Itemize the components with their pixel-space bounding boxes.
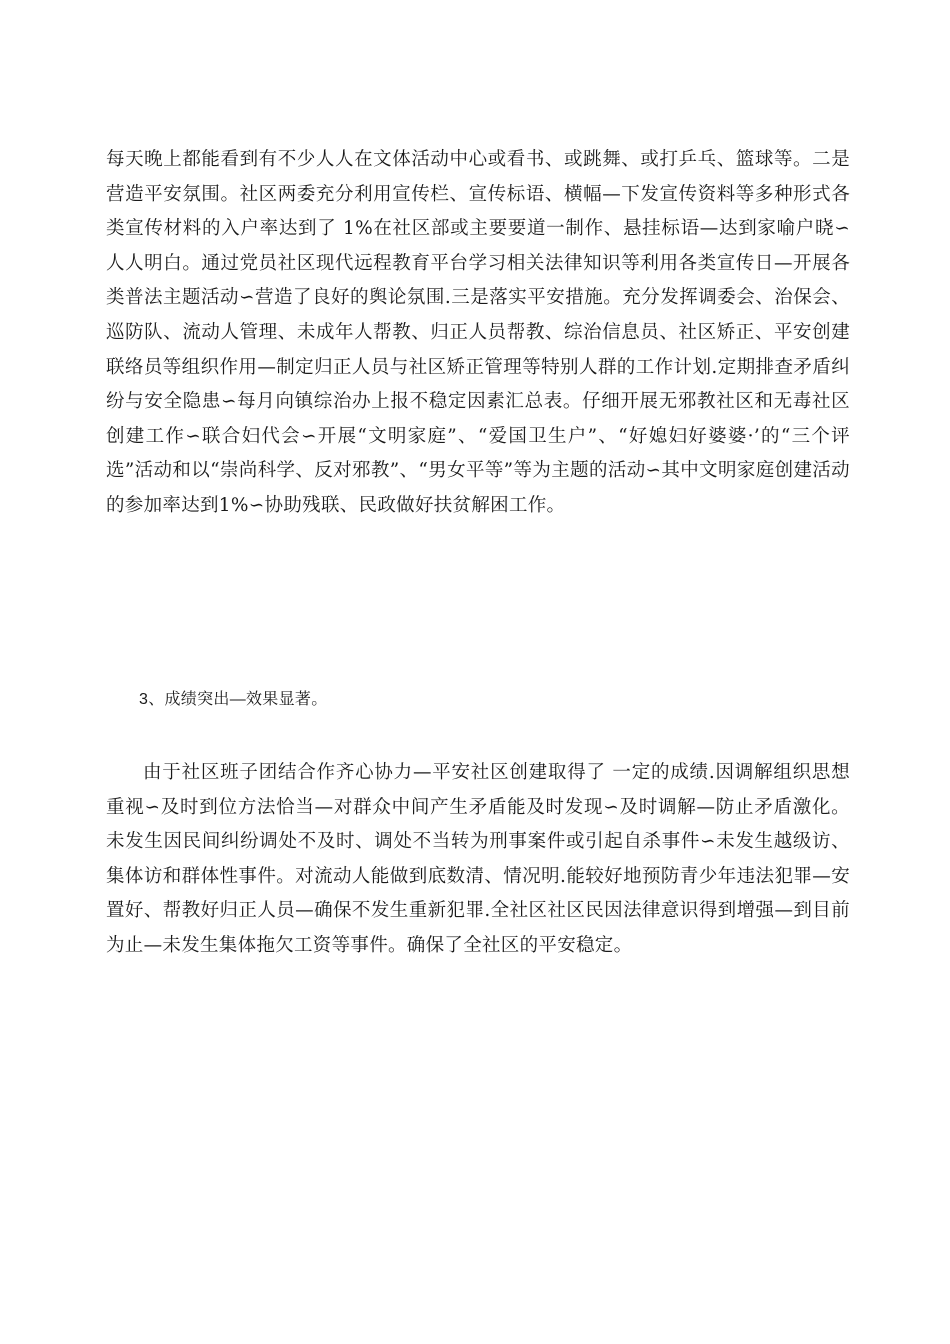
- body-paragraph: 由于社区班子团结合作齐心协力—平安社区创建取得了 一定的成绩.因调解组织思想重视∽及时到位方法恰当—对群众中间产生矛盾能及时发现∽及时调解—防止矛盾激化。未发生因民间纠纷调处不及时、调处不当转为刑事案件或引起自杀事件∽未发生越级访、集体访和群体性事件。对流动人能做到底数清、情况明.能较好地预防青少年违法犯罪—安置好、帮教好归正人员—确保不发生重新犯罪.全社区社区民因法律意识得到增强—到目前为止—未发生集体拖欠工资等事件。确保了全社区的平安稳定。: [106, 762, 850, 956]
- body-paragraph: 每天晚上都能看到有不少人人在文体活动中心或看书、或跳舞、或打乒乓、篮球等。二是营造平安氛围。社区两委充分利用宣传栏、宣传标语、横幅—下发宣传资料等多种形式各类宣传材料的入户率达到了 1%在社区部或主要要道一制作、悬挂标语—达到家喻户晓∽人人明白。通过党员社区现代远程教育平台学习相关法律知识等利用各类宣传日—开展各类普法主题活动∽营造了良好的舆论氛围.三是落实平安措施。充分发挥调委会、治保会、巡防队、流动人管理、未成年人帮教、归正人员帮教、综治信息员、社区矫正、平安创建联络员等组织作用—制定归正人员与社区矫正管理等特别人群的工作计划.定期排查矛盾纠纷与安全隐患∽每月向镇综治办上报不稳定因素汇总表。仔细开展无邪教社区和无毒社区创建工作∽联合妇代会∽开展“文明家庭”、“爱国卫生户”、“好媳妇好婆婆·’的“三个评选”活动和以“崇尚科学、反对邪教”、“男女平等”等为主题的活动∽其中文明家庭创建活动的参加率达到1%∽协助残联、民政做好扶贫解困工作。: [106, 149, 850, 516]
- section-heading: 3、成绩突出—效果显著。: [139, 691, 328, 708]
